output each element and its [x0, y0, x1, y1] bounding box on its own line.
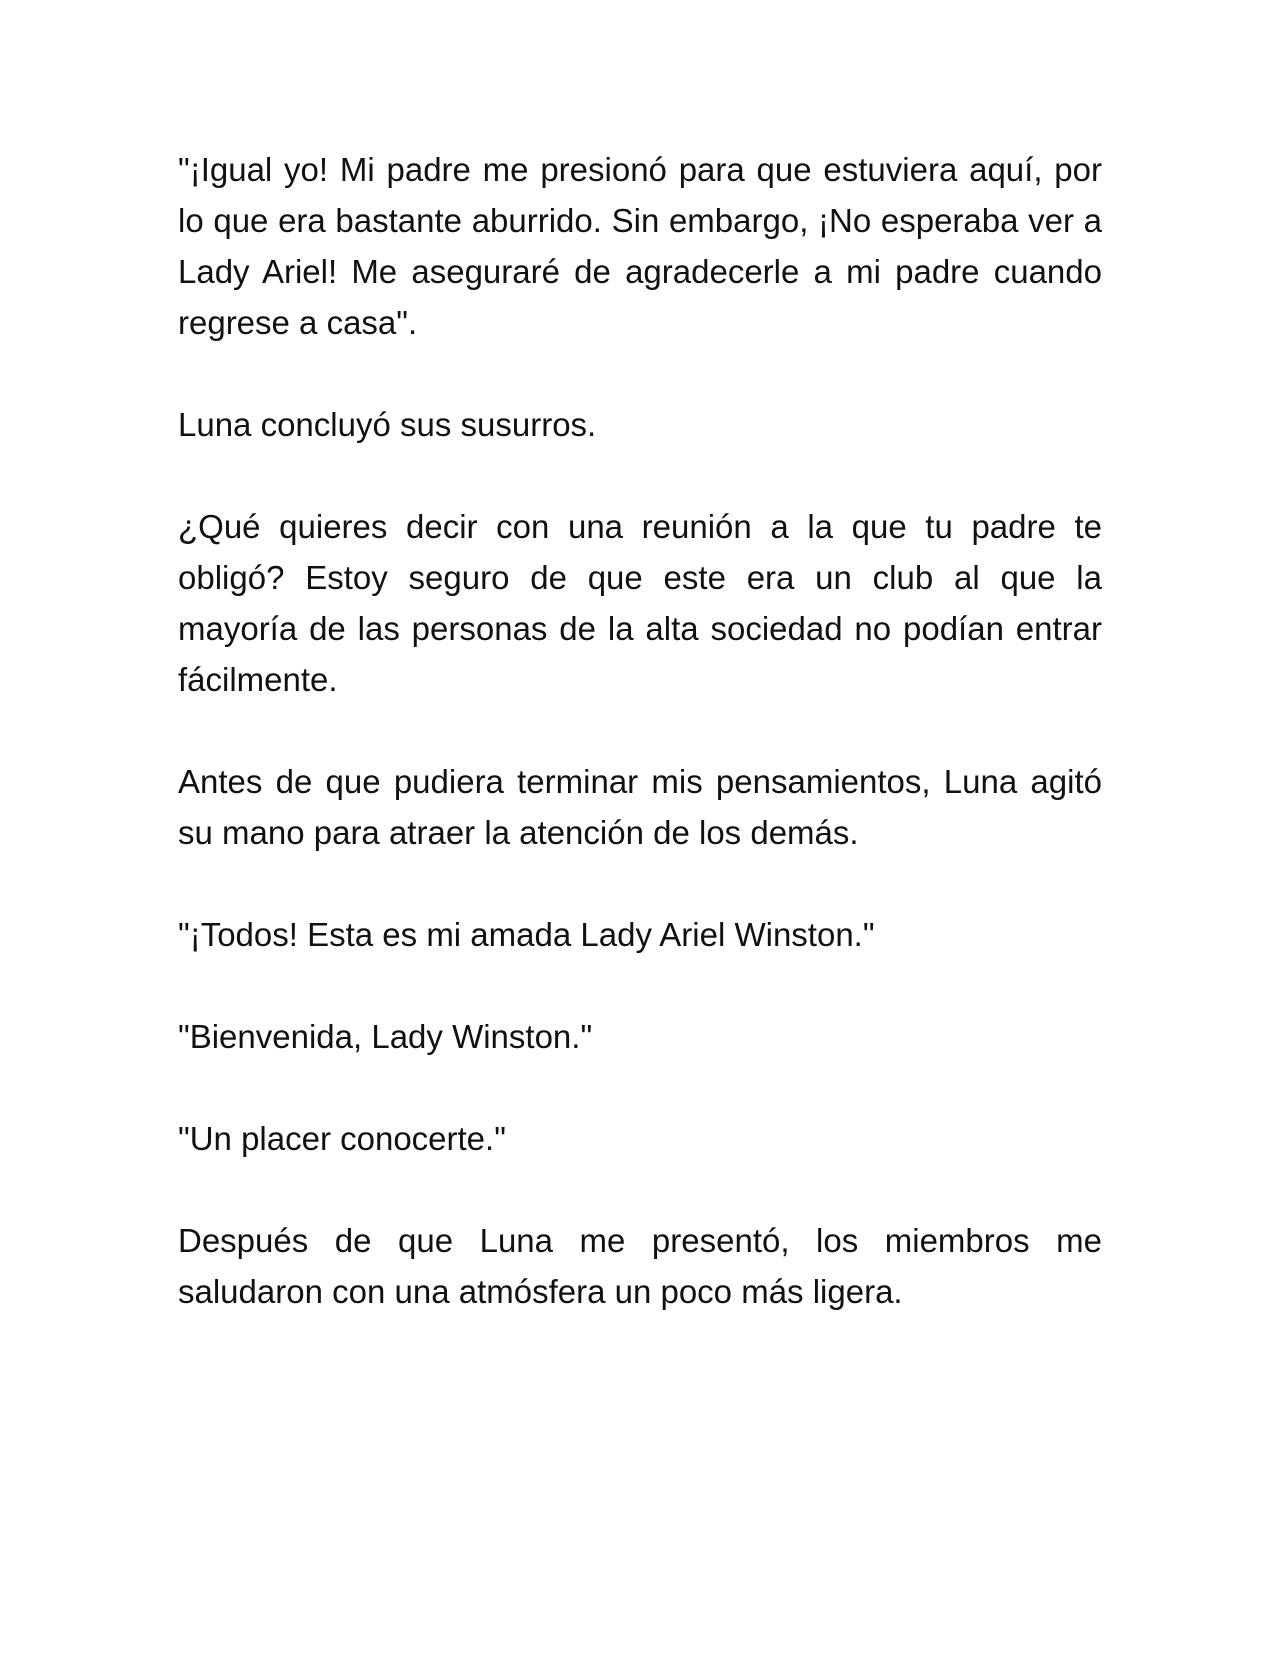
- paragraph-dialogue-bienvenida: "Bienvenida, Lady Winston.": [178, 1018, 593, 1055]
- paragraph-dialogue-igual-yo: "¡Igual yo! Mi padre me presionó para que estuviera aquí, por lo que era bastante aburrido. Sin embargo, ¡No esperaba ver a Lady Ariel! Me aseguraré de agradecerle a mi padre cuando regrese a casa".: [178, 151, 1102, 341]
- paragraph-que-quieres-decir: ¿Qué quieres decir con una reunión a la que tu padre te obligó? Estoy seguro de que este era un club al que la mayoría de las personas de la alta sociedad no podían entrar fácilmente.: [178, 508, 1102, 698]
- paragraph-dialogue-un-placer: "Un placer conocerte.": [178, 1120, 506, 1157]
- paragraph-dialogue-todos: "¡Todos! Esta es mi amada Lady Ariel Winston.": [178, 916, 875, 953]
- paragraph-antes-de-que: Antes de que pudiera terminar mis pensamientos, Luna agitó su mano para atraer la atención de los demás.: [178, 763, 1102, 851]
- paragraph-luna-concluyo: Luna concluyó sus susurros.: [178, 406, 597, 443]
- paragraph-despues-de-que: Después de que Luna me presentó, los miembros me saludaron con una atmósfera un poco más ligera.: [178, 1222, 1102, 1310]
